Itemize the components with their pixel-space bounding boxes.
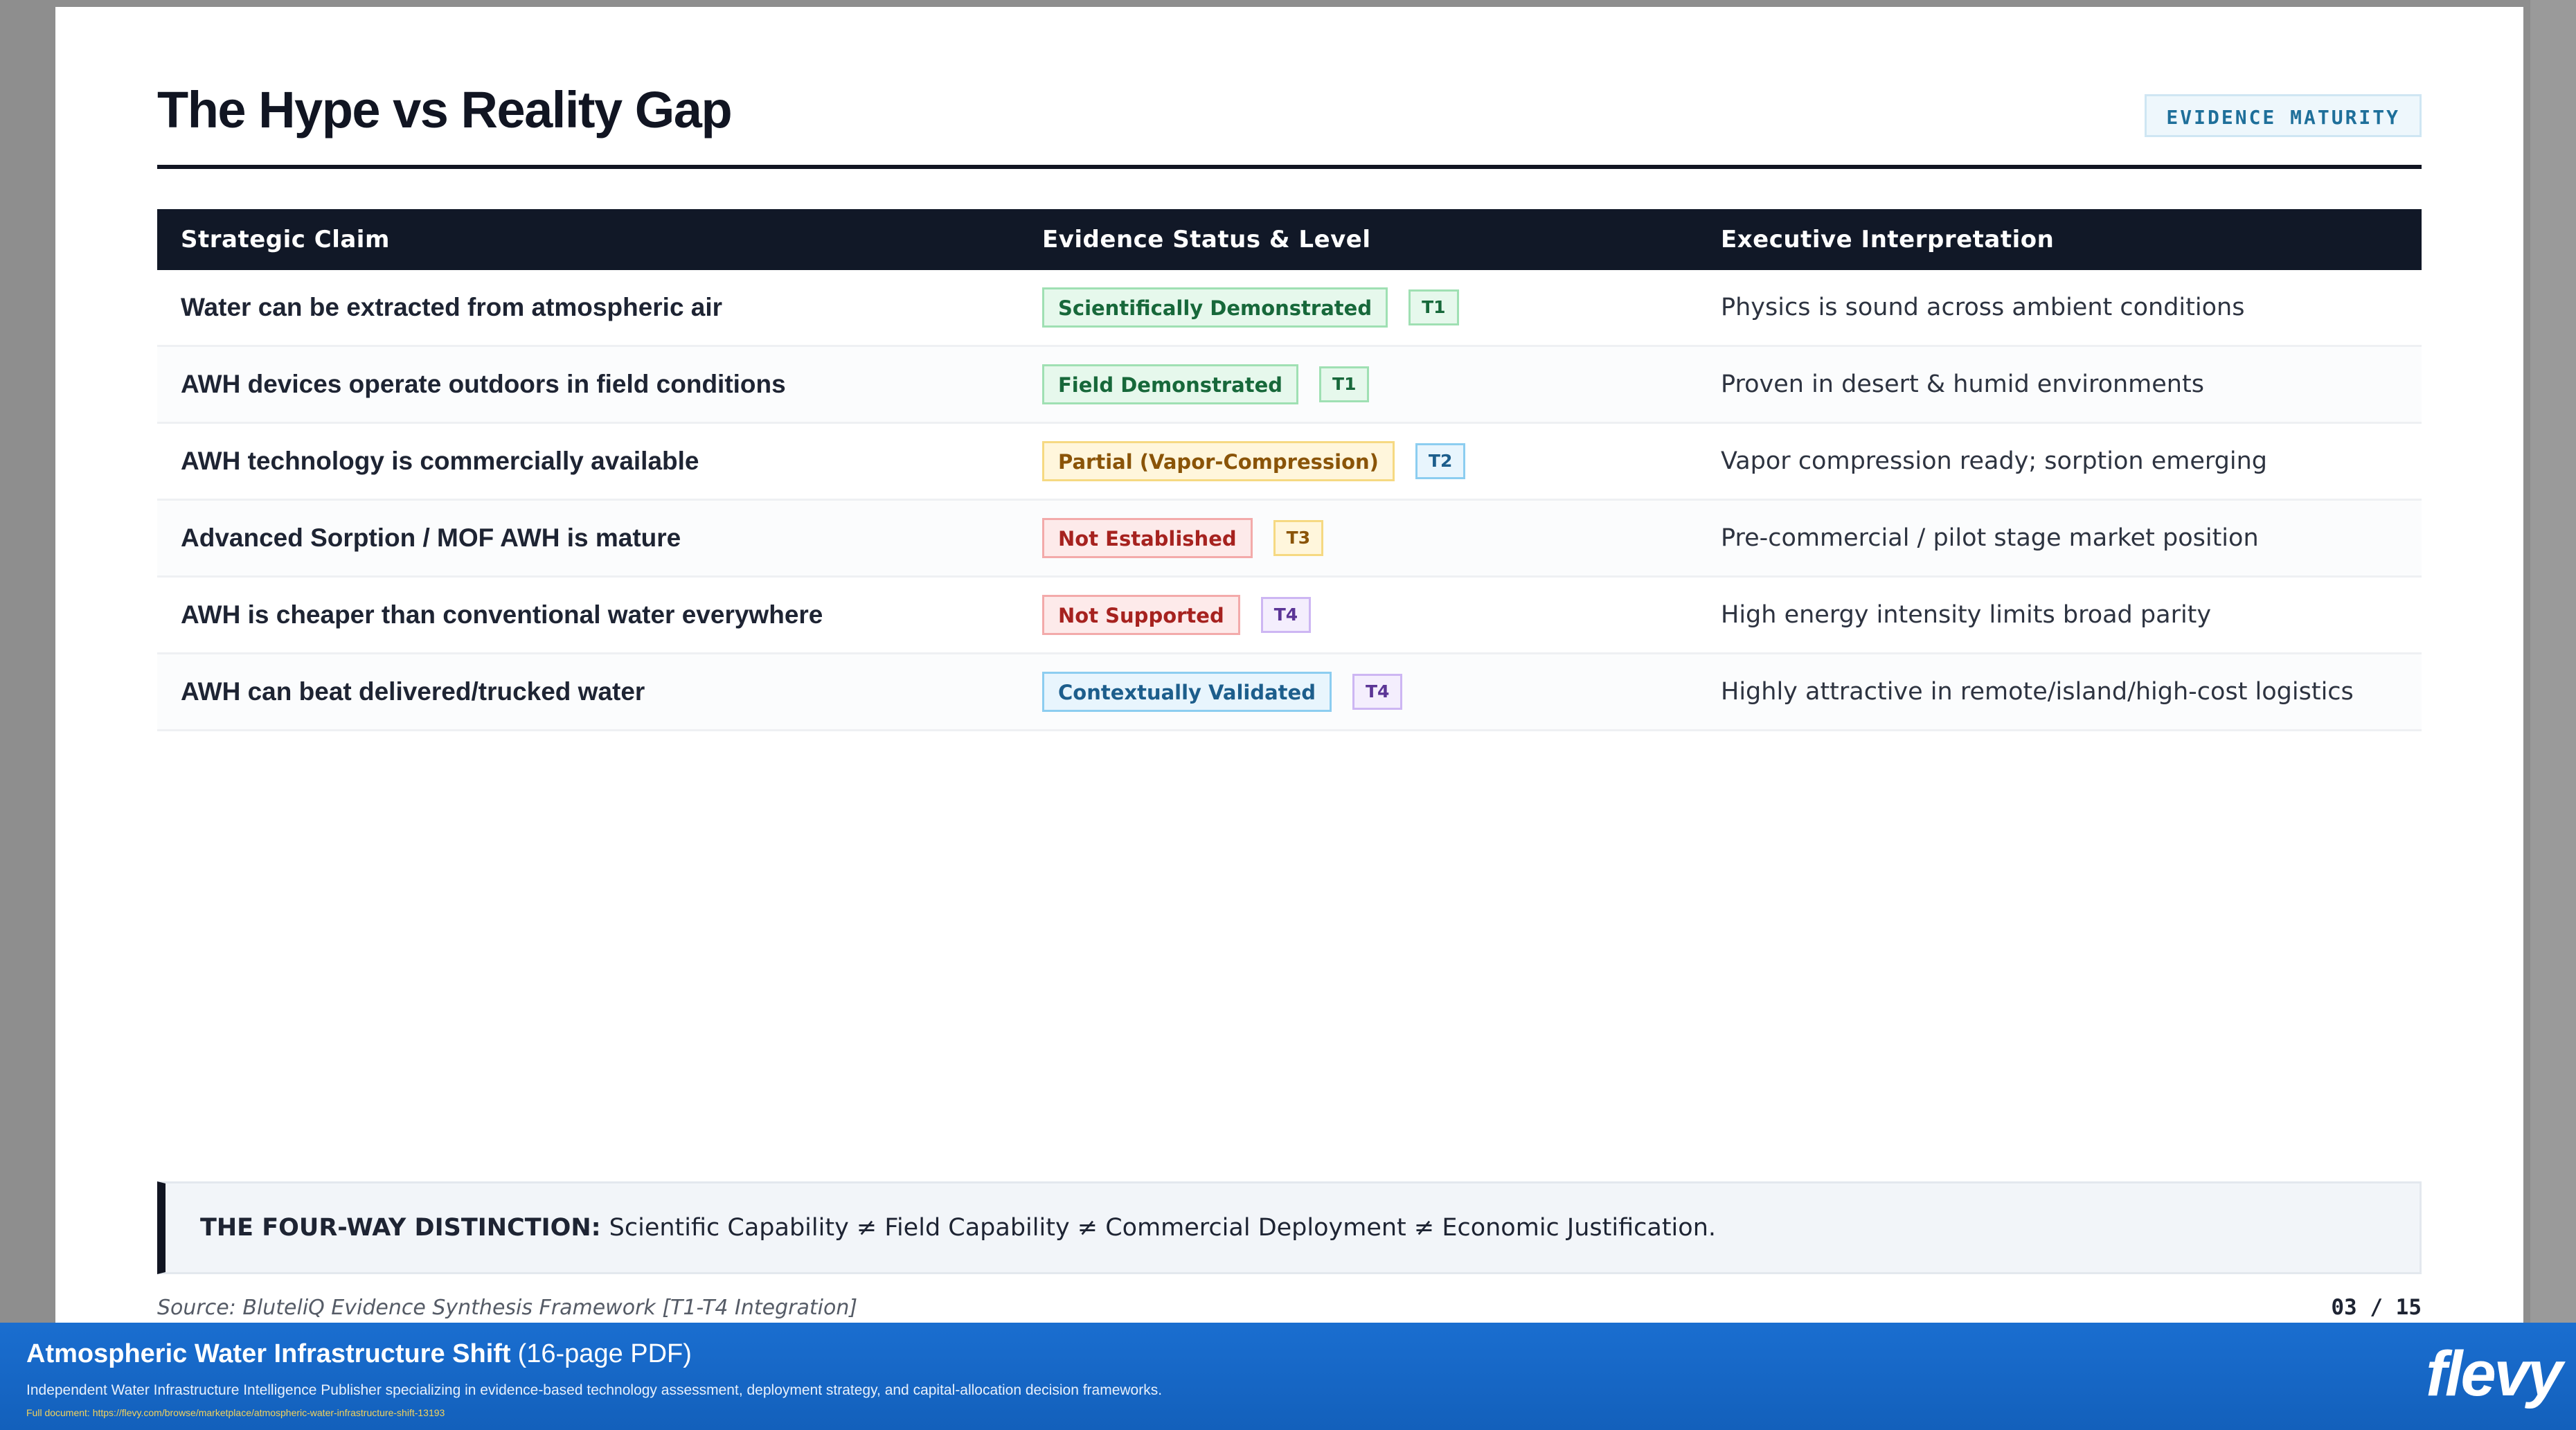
table-row — [157, 654, 2422, 731]
slide-page — [55, 7, 2523, 1323]
flevy-logo[interactable]: flevy — [2426, 1339, 2561, 1409]
status-cell — [1019, 654, 1697, 731]
title-divider — [157, 165, 2422, 169]
interpretation-cell: Physics is sound across ambient conditions — [1697, 270, 2422, 346]
evidence-maturity-tag: EVIDENCE MATURITY — [2145, 94, 2422, 137]
page-number: 03 / 15 — [2331, 1295, 2422, 1320]
viewer-scrollbar[interactable] — [2530, 0, 2576, 1323]
status-cell — [1019, 423, 1697, 500]
page-title: The Hype vs Reality Gap — [157, 81, 732, 138]
status-badge: Field Demonstrated — [1042, 364, 1298, 404]
four-way-distinction-callout — [157, 1181, 2422, 1274]
table-row — [157, 346, 2422, 423]
table-row — [157, 270, 2422, 346]
status-cell — [1019, 270, 1697, 346]
status-cell — [1019, 577, 1697, 654]
claims-table — [157, 209, 2422, 731]
full-document-link[interactable]: Full document: https://flevy.com/browse/marketplace/atmospheric-water-infrastructure-shift-13193 — [26, 1407, 445, 1418]
status-badge: Not Established — [1042, 518, 1253, 558]
claim-cell: Advanced Sorption / MOF AWH is mature — [157, 500, 1019, 577]
claim-cell: AWH technology is commercially available — [157, 423, 1019, 500]
status-cell — [1019, 346, 1697, 423]
level-badge: T1 — [1319, 366, 1369, 402]
table-row — [157, 423, 2422, 500]
status-badge: Partial (Vapor-Compression) — [1042, 441, 1395, 481]
interpretation-cell: High energy intensity limits broad parity — [1697, 577, 2422, 654]
status-badge: Scientifically Demonstrated — [1042, 287, 1388, 328]
source-note: Source: BluteliQ Evidence Synthesis Framework [T1-T4 Integration] — [157, 1296, 858, 1320]
level-badge: T2 — [1415, 443, 1465, 479]
level-badge: T3 — [1273, 520, 1323, 556]
status-badge: Not Supported — [1042, 595, 1240, 635]
table-row — [157, 577, 2422, 654]
column-header-executive-interpretation: Executive Interpretation — [1721, 226, 2055, 253]
column-header-evidence-status: Evidence Status & Level — [1042, 226, 1371, 253]
interpretation-cell: Proven in desert & humid environments — [1697, 346, 2422, 423]
interpretation-cell: Vapor compression ready; sorption emerging — [1697, 423, 2422, 500]
banner-description: Independent Water Infrastructure Intelligence Publisher specializing in evidence-based technology assessment, deployment strategy, and capital-allocation decision frameworks. — [26, 1382, 1163, 1398]
callout-text: Scientific Capability ≠ Field Capability ≠ Commercial Deployment ≠ Economic Justification. — [609, 1214, 1717, 1242]
status-cell — [1019, 500, 1697, 577]
callout-lead: THE FOUR-WAY DISTINCTION: — [200, 1214, 601, 1242]
level-badge: T4 — [1261, 597, 1311, 633]
document-banner — [0, 1323, 2576, 1430]
claim-cell: AWH devices operate outdoors in field conditions — [157, 346, 1019, 423]
table-row — [157, 500, 2422, 577]
claim-cell: AWH is cheaper than conventional water everywhere — [157, 577, 1019, 654]
level-badge: T4 — [1352, 674, 1402, 710]
claim-cell: Water can be extracted from atmospheric air — [157, 270, 1019, 346]
table-header-row — [157, 209, 2422, 270]
status-badge: Contextually Validated — [1042, 672, 1332, 712]
banner-document-title: Atmospheric Water Infrastructure Shift — [26, 1339, 511, 1368]
claim-cell: AWH can beat delivered/trucked water — [157, 654, 1019, 731]
interpretation-cell: Highly attractive in remote/island/high-cost logistics — [1697, 654, 2422, 731]
interpretation-cell: Pre-commercial / pilot stage market position — [1697, 500, 2422, 577]
column-header-strategic-claim: Strategic Claim — [181, 226, 390, 253]
banner-title — [26, 1339, 692, 1369]
banner-page-count: (16-page PDF) — [517, 1339, 692, 1368]
level-badge: T1 — [1408, 289, 1458, 325]
